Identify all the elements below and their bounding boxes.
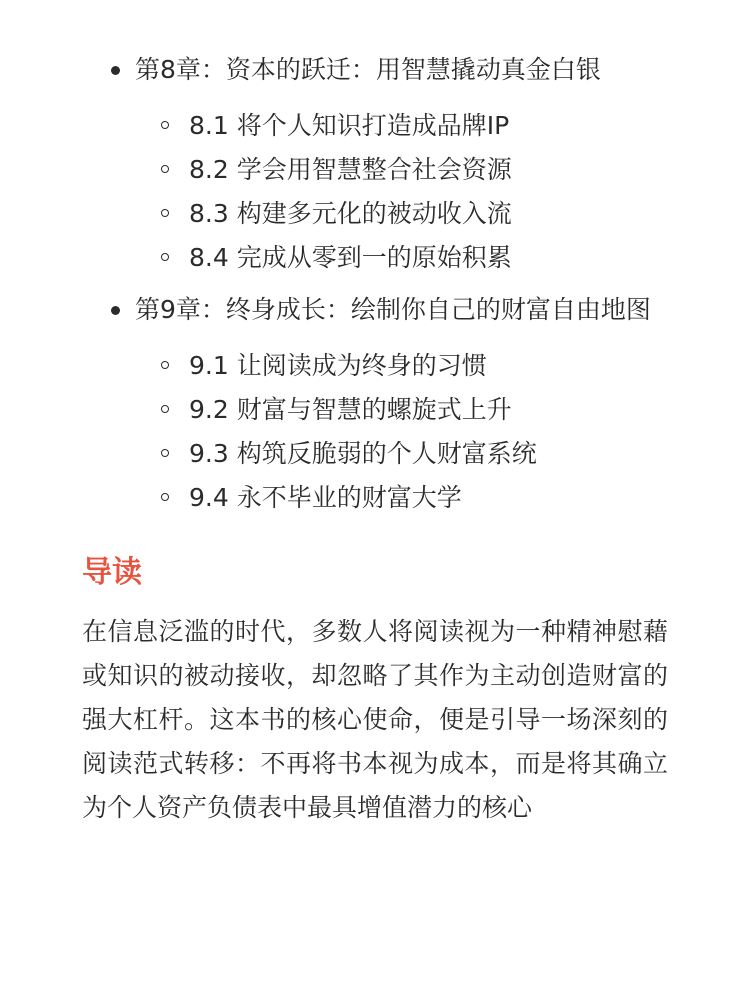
section-label: 9.2 财富与智慧的螺旋式上升 bbox=[189, 395, 512, 424]
bullet-circle-icon bbox=[161, 209, 169, 217]
section-label: 8.4 完成从零到一的原始积累 bbox=[189, 243, 512, 272]
bullet-circle-icon bbox=[161, 449, 169, 457]
section-item bbox=[135, 148, 670, 192]
section-label: 9.4 永不毕业的财富大学 bbox=[189, 483, 462, 512]
section-label: 9.3 构筑反脆弱的个人财富系统 bbox=[189, 439, 537, 468]
section-label: 9.1 让阅读成为终身的习惯 bbox=[189, 351, 487, 380]
bullet-disc-icon bbox=[111, 306, 120, 315]
section-item bbox=[135, 476, 670, 520]
section-item bbox=[135, 432, 670, 476]
bullet-circle-icon bbox=[161, 165, 169, 173]
section-label: 8.3 构建多元化的被动收入流 bbox=[189, 199, 512, 228]
intro-paragraph: 在信息泛滥的时代，多数人将阅读视为一种精神慰藉或知识的被动接收，却忽略了其作为主动创造财富的强大杠杆。这本书的核心使命，便是引导一场深刻的阅读范式转移：不再将书本视为成本，而是将其确立为个人资产负债表中最具增值潜力的核心 bbox=[82, 617, 668, 822]
section-label: 8.2 学会用智慧整合社会资源 bbox=[189, 155, 512, 184]
chapter-item bbox=[82, 50, 670, 280]
section-item bbox=[135, 344, 670, 388]
intro-heading: 导读 bbox=[82, 555, 142, 590]
bullet-disc-icon bbox=[111, 66, 120, 75]
bullet-circle-icon bbox=[161, 405, 169, 413]
bullet-circle-icon bbox=[161, 493, 169, 501]
chapter-item bbox=[82, 290, 670, 520]
section-item bbox=[135, 104, 670, 148]
section-label: 8.1 将个人知识打造成品牌IP bbox=[189, 111, 510, 140]
bullet-circle-icon bbox=[161, 121, 169, 129]
section-item bbox=[135, 388, 670, 432]
bullet-circle-icon bbox=[161, 253, 169, 261]
chapter-title: 第9章：终身成长：绘制你自己的财富自由地图 bbox=[135, 295, 651, 324]
section-item bbox=[135, 192, 670, 236]
table-of-contents bbox=[82, 50, 670, 520]
section-list bbox=[135, 104, 670, 280]
section-list bbox=[135, 344, 670, 520]
chapter-title: 第8章：资本的跃迁：用智慧撬动真金白银 bbox=[135, 55, 601, 84]
bullet-circle-icon bbox=[161, 361, 169, 369]
section-item bbox=[135, 236, 670, 280]
